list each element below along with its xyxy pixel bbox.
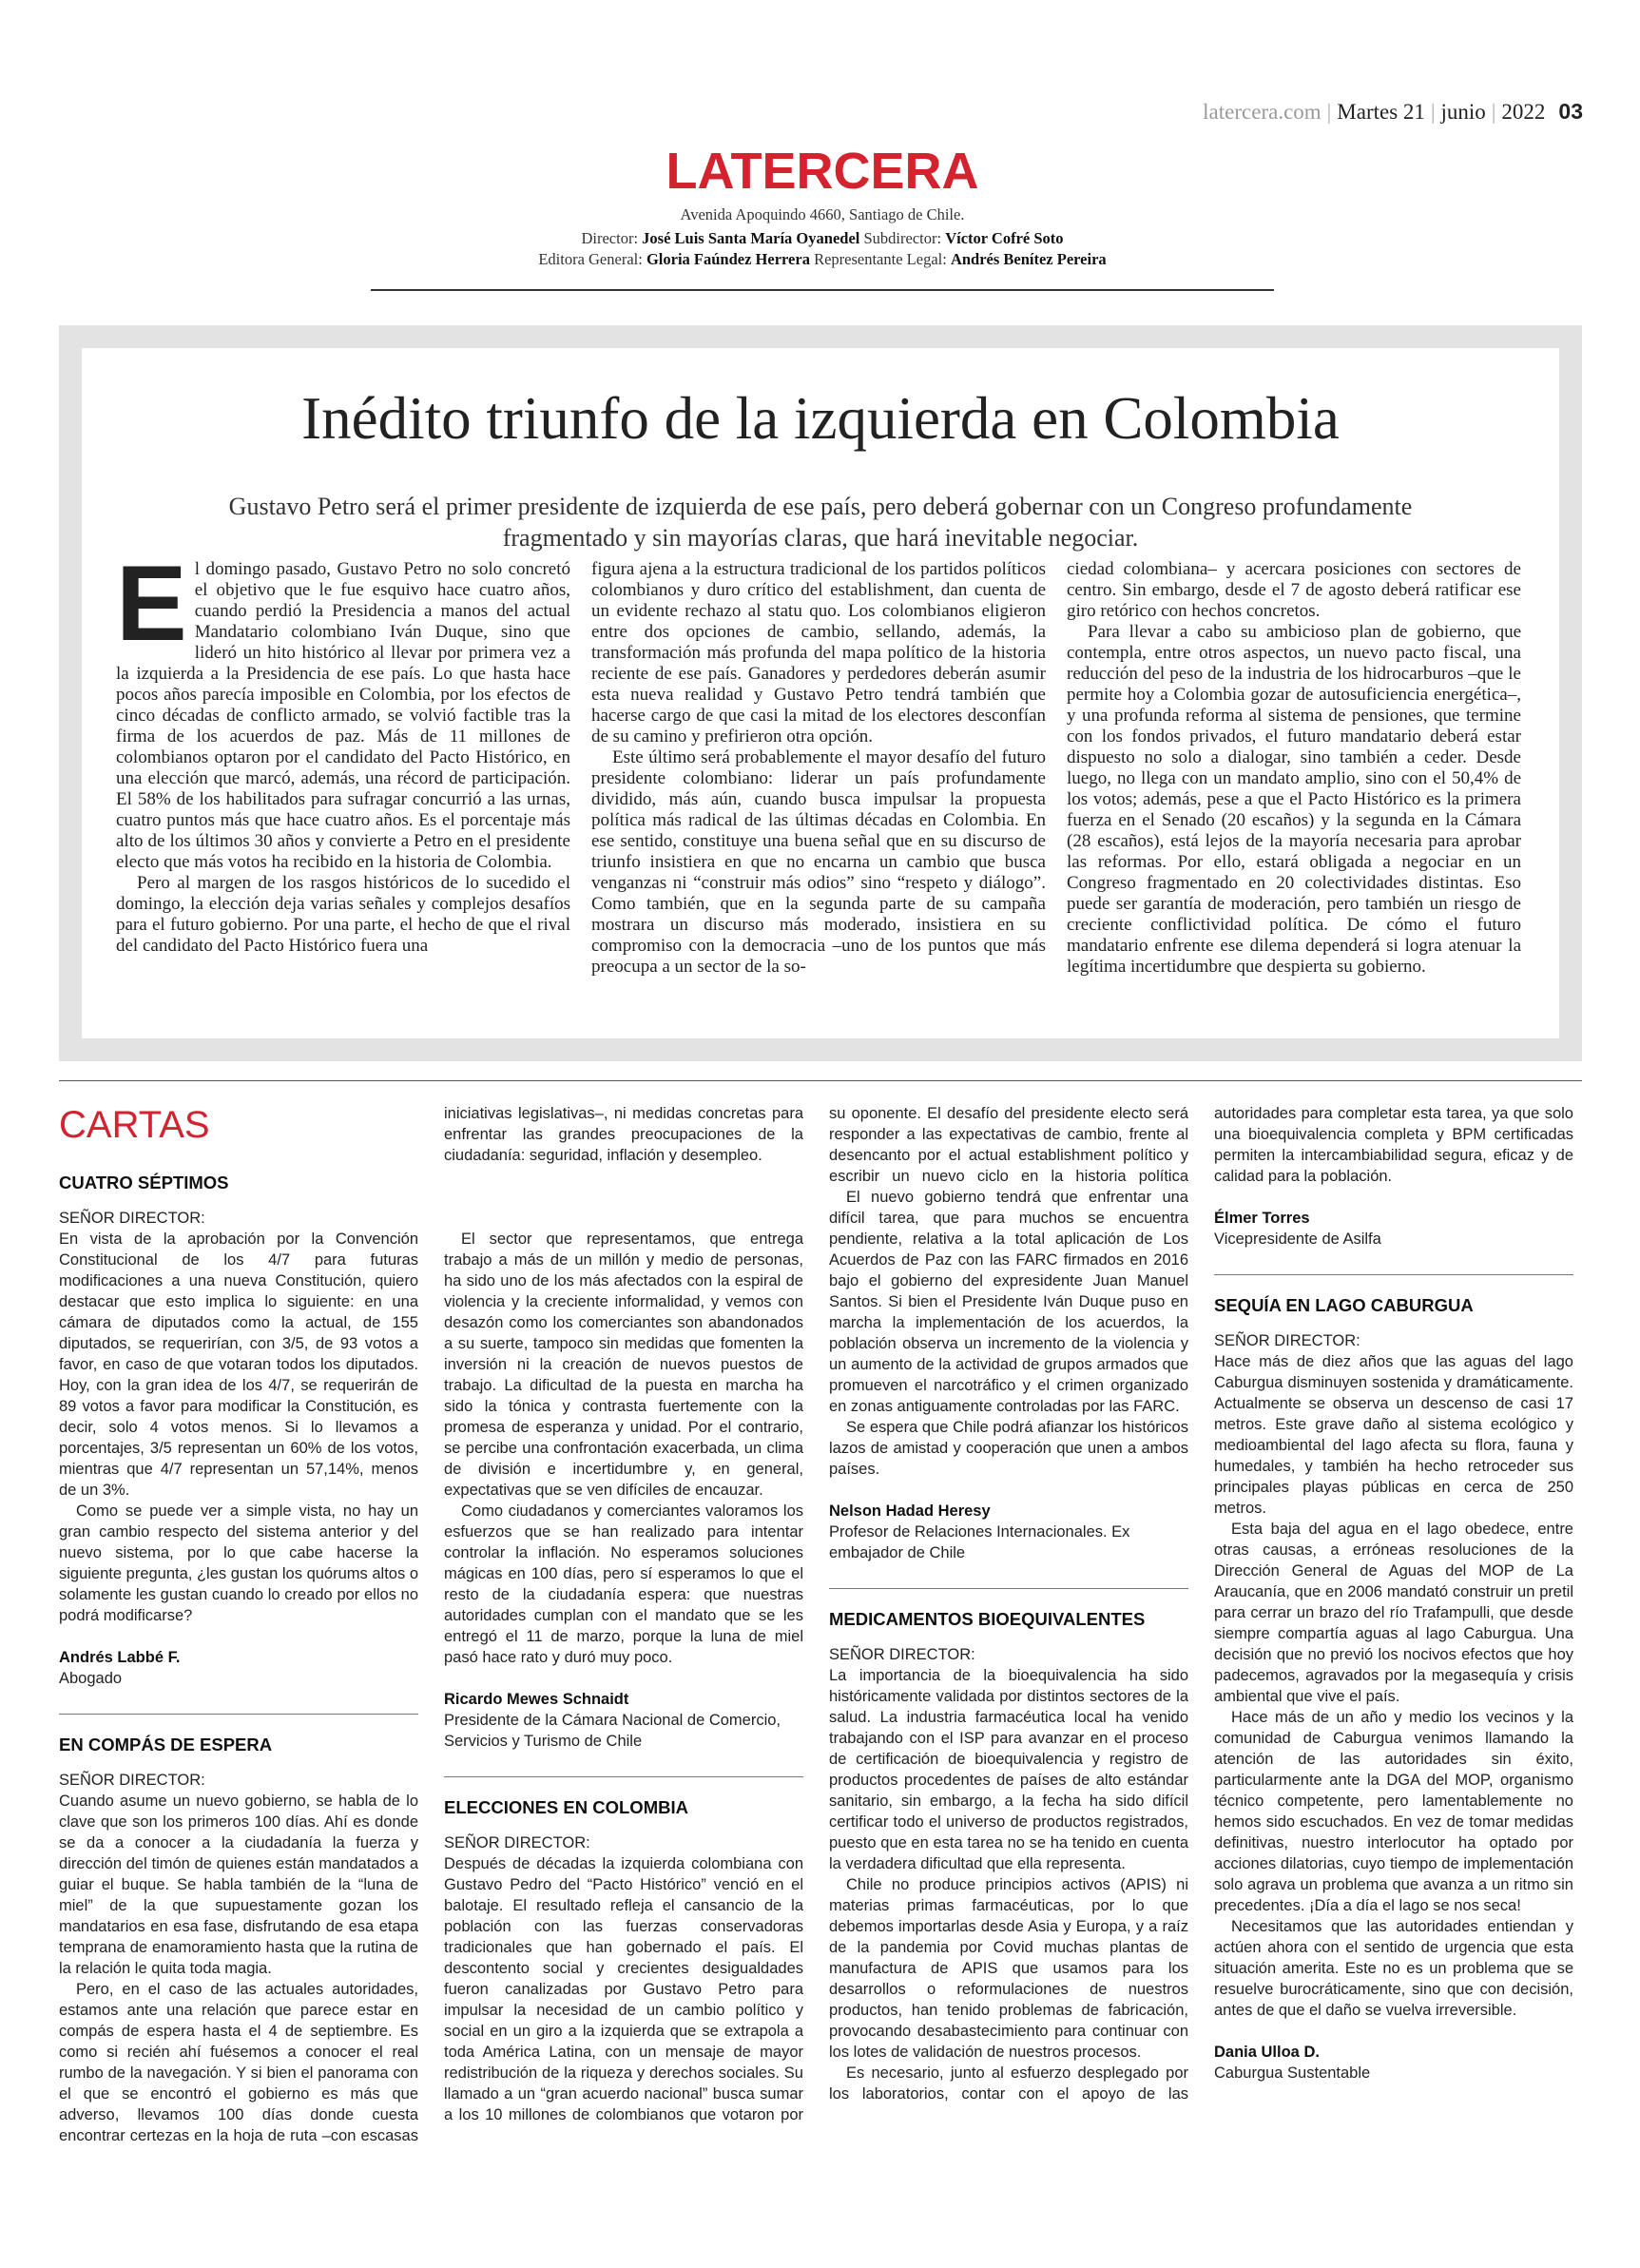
editorial-paragraph: Este último será probablemente el mayor desafío del futuro presidente colombiano: liderar un país profundamente dividido, más aún, cuando busca impulsar la propuesta política más radical de las últimas décadas en Colombia. En ese sentido, constituye una buena señal que en su discurso de triunfo insistiera en que no encarna un cambio que busca venganzas ni “construir más odios” sino “respeto y diálogo”. Como también, que en la segunda parte de su campaña mostrara un discurso más moderado, insistiera en su compromiso con la democracia –uno de los puntos que más preocupa a un sector de la so- xyxy=(591,747,1046,977)
letter-paragraph: La importancia de la bioequivalencia ha sido históricamente validada por distintos sectores de la salud. La industria farmacéutica local ha venido trabajando con el ISP para avanzar en el proceso de certificación de bioequivalencia y registro de productos procedentes de países de alto estándar sanitario, sin embargo, a la fecha ha sido difícil certificar todo el universo de productos registrados, puesto que en esta tarea no se ha tenido en cuenta la verdadera dificultad que ella representa. xyxy=(829,1667,1188,1872)
letter-signature-role: Profesor de Relaciones Internacionales. Ex embajador de Chile xyxy=(829,1523,1130,1561)
letter-paragraph: Necesitamos que las autoridades entiendan y actúen ahora con el sentido de urgencia que esta situación amerita. Este no es un problema que se resuelve burocráticamente, sino que con decisión, antes de que el daño se vuelva irreversible. xyxy=(1214,1918,1573,2019)
letter-paragraph: Pero, en el caso de las actuales autoridades, estamos ante una relación que parece estar en compás de espera hasta el 4 de septiembre. Es como si recién ahí fuésemos a conocer el real rumbo de la navegación. Y si bien el panorama con el que se encontró el gobierno es más que adverso, llevamos 100 días donde cuesta encontrar certezas en la hoja de ruta –con escasas xyxy=(59,1981,418,2144)
letter-paragraph: Hace más de un año y medio los vecinos y la comunidad de Caburgua venimos llamando la atención de las autoridades sin éxito, particularmente ante la DGA del MOP, organismo técnico competente, pero lamentablemente no hemos sido escuchados. En vez de tomar medidas definitivas, nuestro interlocutor ha optado por acciones dilatorias, cuyo tiempo de implementación solo agrava un problema que avanza a un ritmo sin precedentes. ¡Día a día el lago se nos seca! xyxy=(1214,1709,1573,1914)
letter-headline: ELECCIONES EN COLOMBIA xyxy=(444,1797,688,1817)
editorial-headline: Inédito triunfo de la izquierda en Colombia xyxy=(301,385,1340,452)
editorial-deck: Gustavo Petro será el primer presidente de izquierda de ese país, pero deberá gobernar con un Congreso profundamente fragmentado y sin mayorías claras, que hará inevitable negociar. xyxy=(228,493,1413,552)
editorial-paragraph: El domingo pasado, Gustavo Petro no solo concretó el objetivo que le fue esquivo hace cuatro años, cuando perdió la Presidencia a manos del actual Mandatario colombiano Iván Duque, sino que lideró un hito histórico al llevar por primera vez a la izquierda a la Presidencia de ese país. Lo que hasta hace pocos años parecía imposible en Colombia, por los efectos de cinco décadas de conflicto armado, se volvió factible tras la firma de los acuerdos de paz. Más de 11 millones de colombianos optaron por el candidato del Pacto Histórico, en una elección que marcó, además, una récord de participación. El 58% de los habilitados para sufragar concurrió a las urnas, cuatro puntos más que hace cuatro años. Es el porcentaje más alto de los últimos 30 años y convierte a Petro en el presidente electo que más votos ha recibido en la historia de Colombia. xyxy=(116,544,570,872)
letter-paragraph-continued: su oponente. El desafío del presidente electo será responder a las expectativas de cambio, frente al desencanto por el actual establishment político y escribir un nuevo ciclo en la historia política xyxy=(829,1105,1188,1185)
masthead-staff-line-2: Editora General: Gloria Faúndez Herrera Representante Legal: Andrés Benítez Pereira xyxy=(538,250,1107,268)
editorial-column-2 xyxy=(591,559,1046,978)
letter-headline: CUATRO SÉPTIMOS xyxy=(59,1173,229,1192)
letter-salutation: SEÑOR DIRECTOR: xyxy=(59,1210,205,1227)
newspaper-logo: LATERCERA xyxy=(666,143,979,200)
letter-signature: Ricardo Mewes Schnaidt xyxy=(444,1691,629,1708)
letter-headline: SEQUÍA EN LAGO CABURGUA xyxy=(1214,1295,1474,1315)
editorial-column-3 xyxy=(1067,559,1521,978)
letter-paragraph: El sector que representamos, que entrega trabajo a más de un millón y medio de personas, ha sido uno de los más afectados con la espiral de violencia y la creciente informalidad, y vemos con desazón como los comerciantes son abandonados a su suerte, tampoco sin medidas que fomenten la inversión ni la creación de nuevos puestos de trabajo. La dificultad de la puesta en marcha ha sido la tónica y contrasta fuertemente con la promesa de esperanza y unidad. Por el contrario, se percibe una confrontación exacerbada, un clima de división e incertidumbre y, en general, expectativas que se ven difíciles de encauzar. xyxy=(444,1231,803,1499)
letter-divider xyxy=(829,1588,1188,1589)
letter-paragraph: Es necesario, junto al esfuerzo desplegado por los laboratorios, contar con el apoyo de las xyxy=(829,2064,1188,2103)
page-folio: latercera.com | Martes 21 | junio | 2022 03 xyxy=(1203,99,1583,124)
letter-paragraph: En vista de la aprobación por la Convención Constitucional de los 4/7 para futuras modificaciones a una nueva Constitución, quiero destacar que esto implica lo siguiente: en una cámara de diputados como la actual, de 155 diputados, se requerirían, con 3/5, de 93 votos a favor, en caso de que votaran todos los diputados. Hoy, con la gran idea de los 4/7, se requerirán de 89 votos a favor para modificar la Constitución, es decir, solo 4 votos menos. Si lo llevamos a porcentajes, 3/5 representan un 60% de los votos, mientras que 4/7 representan un 57,14%, menos de un 3%. xyxy=(59,1231,418,1499)
letter-salutation: SEÑOR DIRECTOR: xyxy=(1214,1332,1360,1349)
letter-salutation: SEÑOR DIRECTOR: xyxy=(829,1646,975,1663)
cartas-section-title: CARTAS xyxy=(59,1104,210,1146)
masthead xyxy=(371,143,1274,270)
letter-paragraph-continued: iniciativas legislativas–, ni medidas concretas para enfrentar las grandes preocupaciones de la ciudadanía: seguridad, inflación y desempleo. xyxy=(444,1105,803,1164)
drop-cap: E xyxy=(116,544,187,663)
page-number: 03 xyxy=(1558,99,1583,124)
cartas-column-2 xyxy=(444,1103,803,2125)
letter-paragraph: Chile no produce principios activos (APIS) ni materias primas farmacéuticas, por lo que debemos importarlas desde Asia y Europa, y a raíz de la pandemia por Covid muchas plantas de manufactura de APIS que usamos para los desarrollos o reformulaciones de nuestros productos, han tenido problemas de fabricación, provocando desabastecimiento para continuar con los lotes de validación de nuestros procesos. xyxy=(829,1876,1188,2061)
editorial-panel xyxy=(82,348,1559,1038)
letter-signature: Élmer Torres xyxy=(1214,1210,1310,1227)
letter-paragraph: Como ciudadanos y comerciantes valoramos los esfuerzos que se han realizado para intentar controlar la inflación. No esperamos soluciones mágicas en 100 días, pero sí esperamos lo que el resto de la ciudadanía espera: que nuestras autoridades cumplan con el mandato que se les entregó el 11 de marzo, porque la luna de miel pasó hace rato y duró muy poco. xyxy=(444,1502,803,1666)
letter-paragraph-continued: autoridades para completar esta tarea, ya que solo una bioequivalencia completa y BPM certificadas permiten la intercambiabilidad segura, eficaz y de calidad para la población. xyxy=(1214,1105,1573,1185)
letter-signature: Andrés Labbé F. xyxy=(59,1649,181,1666)
letter-signature: Dania Ulloa D. xyxy=(1214,2044,1320,2061)
letter-signature-role: Abogado xyxy=(59,1670,123,1687)
subdirector-name: Víctor Cofré Soto xyxy=(945,229,1064,247)
letter-salutation: SEÑOR DIRECTOR: xyxy=(59,1772,205,1789)
site-url[interactable]: latercera.com xyxy=(1203,100,1322,124)
letter-signature-role: Caburgua Sustentable xyxy=(1214,2064,1371,2082)
letter-paragraph: Cuando asume un nuevo gobierno, se habla de lo clave que son los primeros 100 días. Ahí es donde se da a conocer a la ciudadanía la fuerza y dirección del timón de quienes están mandatados a guiar el buque. Se habla también de la “luna de miel” de la que supuestamente gozan los mandatarios en esa fase, disfrutando de esa etapa temprana de enamoramiento hasta que la rutina de la relación le quita toda magia. xyxy=(59,1793,418,1977)
letter-headline: EN COMPÁS DE ESPERA xyxy=(59,1735,273,1754)
editorial-frame xyxy=(59,325,1582,1061)
masthead-divider xyxy=(371,289,1274,291)
folio-year: 2022 xyxy=(1501,100,1546,124)
cartas-column-1 xyxy=(59,1103,418,2146)
letter-signature: Nelson Hadad Heresy xyxy=(829,1502,991,1520)
letter-paragraph: Se espera que Chile podrá afianzar los históricos lazos de amistad y cooperación que unen a ambos países. xyxy=(829,1419,1188,1478)
letter-divider xyxy=(444,1776,803,1777)
letter-paragraph: Esta baja del agua en el lago obedece, entre otras causas, a erróneas resoluciones de la Dirección General de Aguas del MOP de La Araucanía, que en 2006 mandató construir un pretil para cerrar un brazo del río Trafampulli, que desde siempre compartía aguas al lago Caburgua. Una decisión que no previó los nocivos efectos que hoy padecemos, agravados por la megasequía y crisis ambiental que vive el país. xyxy=(1214,1521,1573,1705)
folio-month: junio xyxy=(1440,100,1486,124)
masthead-staff-line-1: Director: José Luis Santa María Oyanedel Subdirector: Víctor Cofré Soto xyxy=(581,229,1064,247)
folio-day: Martes 21 xyxy=(1337,100,1425,124)
letter-signature-role: Presidente de la Cámara Nacional de Comercio, Servicios y Turismo de Chile xyxy=(444,1712,781,1750)
letter-paragraph: Después de décadas la izquierda colombiana con Gustavo Pedro del “Pacto Histórico” venció en el balotaje. El resultado refleja el cansancio de la población con las fuerzas conservadoras tradicionales que han gobernado el país. El descontento social y crecientes desigualdades fueron canalizadas por Gustavo Petro para impulsar la necesidad de un cambio político y social en un giro a la izquierda que se extrapola a toda América Latina, con un mensaje de mayor redistribución de la riqueza y derechos sociales. Su llamado a un “gran acuerdo nacional” busca sumar a los 10 millones de colombianos que votaron por xyxy=(444,1855,803,2123)
masthead-address: Avenida Apoquindo 4660, Santiago de Chile. xyxy=(680,205,965,223)
editora-name: Gloria Faúndez Herrera xyxy=(646,250,810,268)
letter-paragraph: El nuevo gobierno tendrá que enfrentar una difícil tarea, que para muchos se encuentra pendiente, relativa a la total aplicación de Los Acuerdos de Paz con las FARC firmados en 2016 bajo el gobierno del expresidente Juan Manuel Santos. Si bien el Presidente Iván Duque puso en marcha la implementación de los acuerdos, la población observa un incremento de la violencia y un aumento de la actividad de grupos armados que promueven el narcotráfico y el crimen organizado en zonas antiguamente controladas por las FARC. xyxy=(829,1189,1188,1415)
letter-divider xyxy=(1214,1274,1573,1275)
letter-salutation: SEÑOR DIRECTOR: xyxy=(444,1834,590,1851)
representante-name: Andrés Benítez Pereira xyxy=(950,250,1107,268)
letter-headline: MEDICAMENTOS BIOEQUIVALENTES xyxy=(829,1609,1146,1629)
editorial-paragraph: Para llevar a cabo su ambicioso plan de gobierno, que contempla, entre otros aspectos, un nuevo pacto fiscal, una reducción del peso de la industria de los hidrocarburos –que le permite hoy a Colombia gozar de autosuficiencia energética–, y una profunda reforma al sistema de pensiones, que termine con los fondos privados, el futuro mandatario deberá estar dispuesto no solo a dialogar, sino también a ceder. Desde luego, no llega con un mandato amplio, sino con el 50,4% de los votos; además, pese a que el Pacto Histórico es la primera fuerza en el Senado (20 escaños) y la segunda en la Cámara (28 escaños), está lejos de la mayoría necesaria para aprobar las reformas. Por ello, estará obligada a negociar en un Congreso fragmentado en 20 colectividades distintas. Eso puede ser garantía de moderación, pero también un riesgo de creciente conflictividad política. De cómo el futuro mandatario enfrente ese dilema dependerá si logra atenuar la legítima incertidumbre que despierta su gobierno. xyxy=(1067,622,1521,977)
letter-paragraph: Como se puede ver a simple vista, no hay un gran cambio respecto del sistema anterior y del nuevo sistema, por lo que cabe hacerse la siguiente pregunta, ¿les gustan los quórums altos o solamente les gustan cuando lo creado por ellos no podrá modificarse? xyxy=(59,1502,418,1624)
cartas-column-4 xyxy=(1214,1103,1573,2084)
letter-divider xyxy=(59,1714,418,1715)
letter-signature-role: Vicepresidente de Asilfa xyxy=(1214,1231,1381,1248)
director-name: José Luis Santa María Oyanedel xyxy=(642,229,860,247)
letter-paragraph: Hace más de diez años que las aguas del lago Caburgua disminuyen sostenida y dramáticamente. Actualmente se observa un descenso de casi 17 metros. Este grave daño al sistema ecológico y medioambiental del lago afecta su flora, fauna y humedales, y también ha hecho retroceder sus principales playas públicas en cerca de 250 metros. xyxy=(1214,1353,1573,1517)
cartas-column-3 xyxy=(829,1103,1188,2104)
cartas-divider xyxy=(59,1080,1582,1081)
editorial-paragraph: Pero al margen de los rasgos históricos de lo sucedido el domingo, la elección deja varias señales y complejos desafíos para el futuro gobierno. Por una parte, el hecho de que el rival del candidato del Pacto Histórico fuera una xyxy=(116,873,570,956)
editorial-column-1 xyxy=(116,544,570,957)
editorial-paragraph: figura ajena a la estructura tradicional de los partidos políticos colombianos y duro crítico del establishment, dan cuenta de un evidente rechazo al statu quo. Los colombianos eligieron entre dos opciones de cambio, sellando, además, la transformación más profunda del mapa político de la historia reciente de ese país. Ganadores y perdedores deberán asumir esta nueva realidad y Gustavo Petro tendrá también que hacerse cargo de que casi la mitad de los electores desconfían de su camino y prefirieron otra opción. xyxy=(591,559,1046,746)
editorial-paragraph: ciedad colombiana– y acercara posiciones con sectores de centro. Sin embargo, desde el 7 de agosto deberá ratificar ese giro retórico con hechos concretos. xyxy=(1067,559,1521,621)
